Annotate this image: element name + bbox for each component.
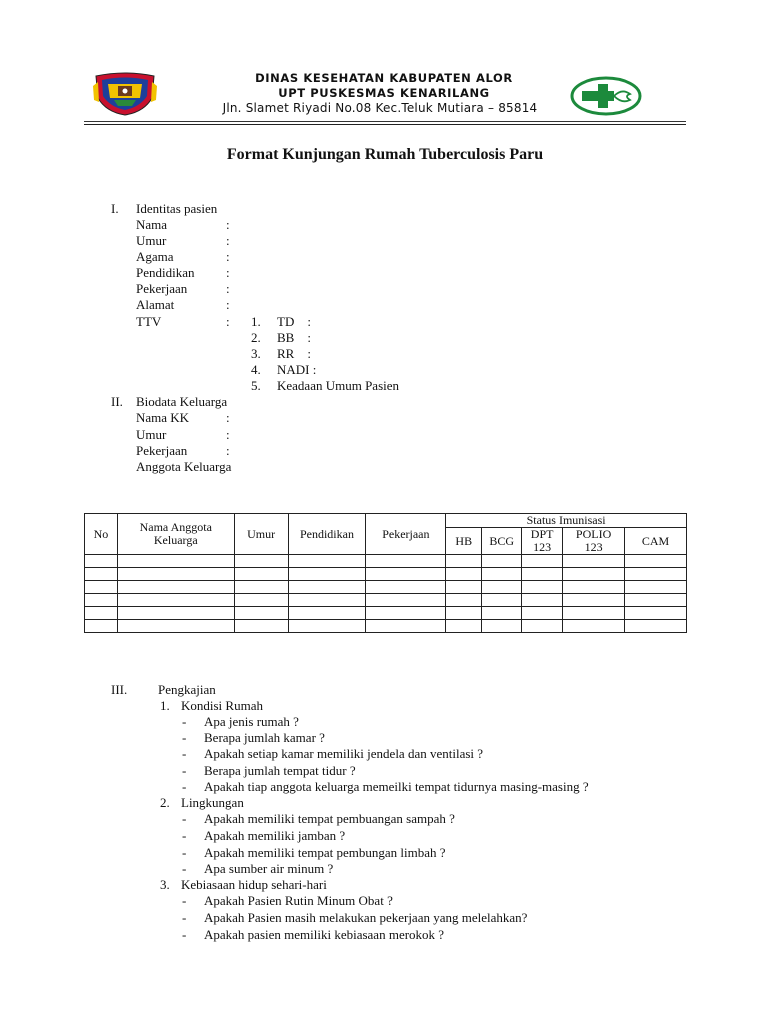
question-item: Apakah memiliki tempat pembungan limbah ? [204, 845, 446, 860]
table-cell[interactable] [522, 555, 563, 568]
section-2-number: II. [111, 394, 123, 409]
table-cell[interactable] [288, 555, 366, 568]
table-cell[interactable] [366, 594, 446, 607]
section-1-number: I. [111, 201, 119, 216]
question-item: Apakah pasien memiliki kebiasaan merokok ? [204, 927, 445, 942]
ttv-number: 5. [251, 378, 261, 393]
field-label-pekerjaan-kk: Pekerjaan [136, 443, 188, 458]
field-colon: : [226, 314, 230, 329]
bullet-dash: - [182, 714, 187, 729]
question-item: Berapa jumlah tempat tidur ? [204, 763, 356, 778]
col-header-hb: HB [446, 528, 482, 555]
field-label-pekerjaan: Pekerjaan [136, 281, 188, 296]
family-members-label: Anggota Keluarga [136, 459, 232, 474]
table-cell[interactable] [625, 620, 687, 633]
table-cell[interactable] [234, 568, 288, 581]
field-colon: : [226, 249, 230, 264]
field-label-nama: Nama [136, 217, 168, 232]
group-number: 1. [160, 698, 170, 713]
group-number: 2. [160, 795, 170, 810]
ttv-item-rr: RR : [277, 346, 311, 361]
field-label-alamat: Alamat [136, 297, 175, 312]
table-cell[interactable] [288, 594, 366, 607]
table-cell[interactable] [366, 607, 446, 620]
table-cell[interactable] [85, 555, 118, 568]
col-header-nama: Nama Anggota Keluarga [117, 514, 234, 555]
question-item: Apa jenis rumah ? [204, 714, 299, 729]
table-cell[interactable] [482, 555, 522, 568]
table-cell[interactable] [522, 594, 563, 607]
field-label-ttv: TTV [136, 314, 162, 329]
section-3-heading: Pengkajian [158, 682, 216, 697]
question-item: Apakah Pasien masih melakukan pekerjaan yang melelahkan? [204, 910, 528, 925]
table-cell[interactable] [625, 568, 687, 581]
col-header-cam: CAM [625, 528, 687, 555]
field-colon: : [226, 233, 230, 248]
field-colon: : [226, 265, 230, 280]
table-cell[interactable] [446, 568, 482, 581]
table-row [85, 581, 687, 594]
table-cell[interactable] [234, 581, 288, 594]
table-cell[interactable] [446, 594, 482, 607]
table-cell[interactable] [563, 581, 625, 594]
table-cell[interactable] [366, 568, 446, 581]
table-cell[interactable] [366, 620, 446, 633]
bullet-dash: - [182, 861, 187, 876]
table-cell[interactable] [85, 607, 118, 620]
col-header-umur: Umur [234, 514, 288, 555]
table-cell[interactable] [522, 568, 563, 581]
table-cell[interactable] [563, 555, 625, 568]
field-colon: : [226, 297, 230, 312]
col-header-bcg: BCG [482, 528, 522, 555]
group-title-lingkungan: Lingkungan [181, 795, 244, 810]
question-item: Berapa jumlah kamar ? [204, 730, 325, 745]
table-cell[interactable] [446, 581, 482, 594]
address-line: Jln. Slamet Riyadi No.08 Kec.Teluk Mutiara – 85814 [222, 101, 538, 115]
col-header-dpt: DPT 123 [522, 528, 563, 555]
bullet-dash: - [182, 763, 187, 778]
table-row [85, 594, 687, 607]
question-item: Apakah setiap kamar memiliki jendela dan ventilasi ? [204, 746, 484, 761]
ttv-item-bb: BB : [277, 330, 311, 345]
table-row [85, 555, 687, 568]
family-members-table [84, 513, 687, 633]
table-cell[interactable] [563, 568, 625, 581]
table-cell[interactable] [117, 555, 234, 568]
table-cell[interactable] [288, 607, 366, 620]
table-cell[interactable] [234, 607, 288, 620]
table-cell[interactable] [482, 581, 522, 594]
table-cell[interactable] [234, 594, 288, 607]
ttv-number: 1. [251, 314, 261, 329]
table-cell[interactable] [446, 555, 482, 568]
bullet-dash: - [182, 811, 187, 826]
table-cell[interactable] [625, 594, 687, 607]
table-cell[interactable] [522, 607, 563, 620]
table-cell[interactable] [117, 581, 234, 594]
bullet-dash: - [182, 779, 187, 794]
puskesmas-name: UPT PUSKESMAS KENARILANG [278, 86, 490, 100]
question-item: Apakah tiap anggota keluarga memeilki tempat tidurnya masing-masing ? [204, 779, 589, 794]
table-cell[interactable] [85, 594, 118, 607]
table-cell[interactable] [482, 607, 522, 620]
header-rule-thin [84, 121, 686, 122]
agency-name: DINAS KESEHATAN KABUPATEN ALOR [255, 71, 513, 85]
table-row [85, 568, 687, 581]
field-colon: : [226, 427, 230, 442]
field-colon: : [226, 281, 230, 296]
question-item: Apakah memiliki jamban ? [204, 828, 346, 843]
table-cell[interactable] [234, 620, 288, 633]
table-cell[interactable] [482, 620, 522, 633]
table-cell[interactable] [117, 607, 234, 620]
question-item: Apakah memiliki tempat pembuangan sampah ? [204, 811, 455, 826]
header-rule-thick [84, 124, 686, 125]
regency-emblem-logo [92, 72, 158, 116]
bullet-dash: - [182, 730, 187, 745]
bullet-dash: - [182, 845, 187, 860]
table-cell[interactable] [85, 568, 118, 581]
bullet-dash: - [182, 746, 187, 761]
document-title: Format Kunjungan Rumah Tuberculosis Paru [226, 146, 544, 163]
group-title-kebiasaan: Kebiasaan hidup sehari-hari [181, 877, 327, 892]
ttv-number: 4. [251, 362, 261, 377]
table-cell[interactable] [288, 568, 366, 581]
table-row [85, 607, 687, 620]
table-cell[interactable] [522, 620, 563, 633]
question-item: Apa sumber air minum ? [204, 861, 334, 876]
table-cell[interactable] [563, 607, 625, 620]
table-cell[interactable] [563, 594, 625, 607]
field-colon: : [226, 217, 230, 232]
ttv-item-nadi: NADI : [277, 362, 317, 377]
field-colon: : [226, 443, 230, 458]
ttv-item-td: TD : [277, 314, 311, 329]
table-cell[interactable] [446, 620, 482, 633]
field-label-agama: Agama [136, 249, 174, 264]
ttv-number: 2. [251, 330, 261, 345]
table-cell[interactable] [625, 555, 687, 568]
table-cell[interactable] [522, 581, 563, 594]
table-cell[interactable] [625, 607, 687, 620]
table-cell[interactable] [625, 581, 687, 594]
col-header-polio: POLIO 123 [563, 528, 625, 555]
table-cell[interactable] [288, 620, 366, 633]
col-header-pekerjaan: Pekerjaan [366, 514, 446, 555]
table-cell[interactable] [563, 620, 625, 633]
col-header-status-imunisasi: Status Imunisasi [446, 514, 687, 528]
table-cell[interactable] [117, 620, 234, 633]
section-2-heading: Biodata Keluarga [136, 394, 228, 409]
field-label-umur: Umur [136, 233, 167, 248]
field-label-umur-kk: Umur [136, 427, 167, 442]
table-cell[interactable] [117, 594, 234, 607]
group-number: 3. [160, 877, 170, 892]
table-cell[interactable] [482, 594, 522, 607]
table-cell[interactable] [366, 555, 446, 568]
table-cell[interactable] [234, 555, 288, 568]
field-label-nama-kk: Nama KK [136, 410, 190, 425]
col-header-pendidikan: Pendidikan [288, 514, 366, 555]
question-item: Apakah Pasien Rutin Minum Obat ? [204, 893, 393, 908]
ttv-item-keadaan: Keadaan Umum Pasien [277, 378, 400, 393]
table-cell[interactable] [482, 568, 522, 581]
table-cell[interactable] [85, 581, 118, 594]
ttv-number: 3. [251, 346, 261, 361]
table-cell[interactable] [288, 581, 366, 594]
group-title-kondisi-rumah: Kondisi Rumah [181, 698, 263, 713]
table-cell[interactable] [366, 581, 446, 594]
bullet-dash: - [182, 893, 187, 908]
table-cell[interactable] [117, 568, 234, 581]
section-3-number: III. [111, 682, 128, 697]
col-header-no: No [85, 514, 118, 555]
section-1-heading: Identitas pasien [136, 201, 218, 216]
field-label-pendidikan: Pendidikan [136, 265, 195, 280]
table-cell[interactable] [85, 620, 118, 633]
field-colon: : [226, 410, 230, 425]
bullet-dash: - [182, 828, 187, 843]
puskesmas-logo [570, 76, 642, 116]
bullet-dash: - [182, 927, 187, 942]
table-cell[interactable] [446, 607, 482, 620]
bullet-dash: - [182, 910, 187, 925]
table-row [85, 620, 687, 633]
